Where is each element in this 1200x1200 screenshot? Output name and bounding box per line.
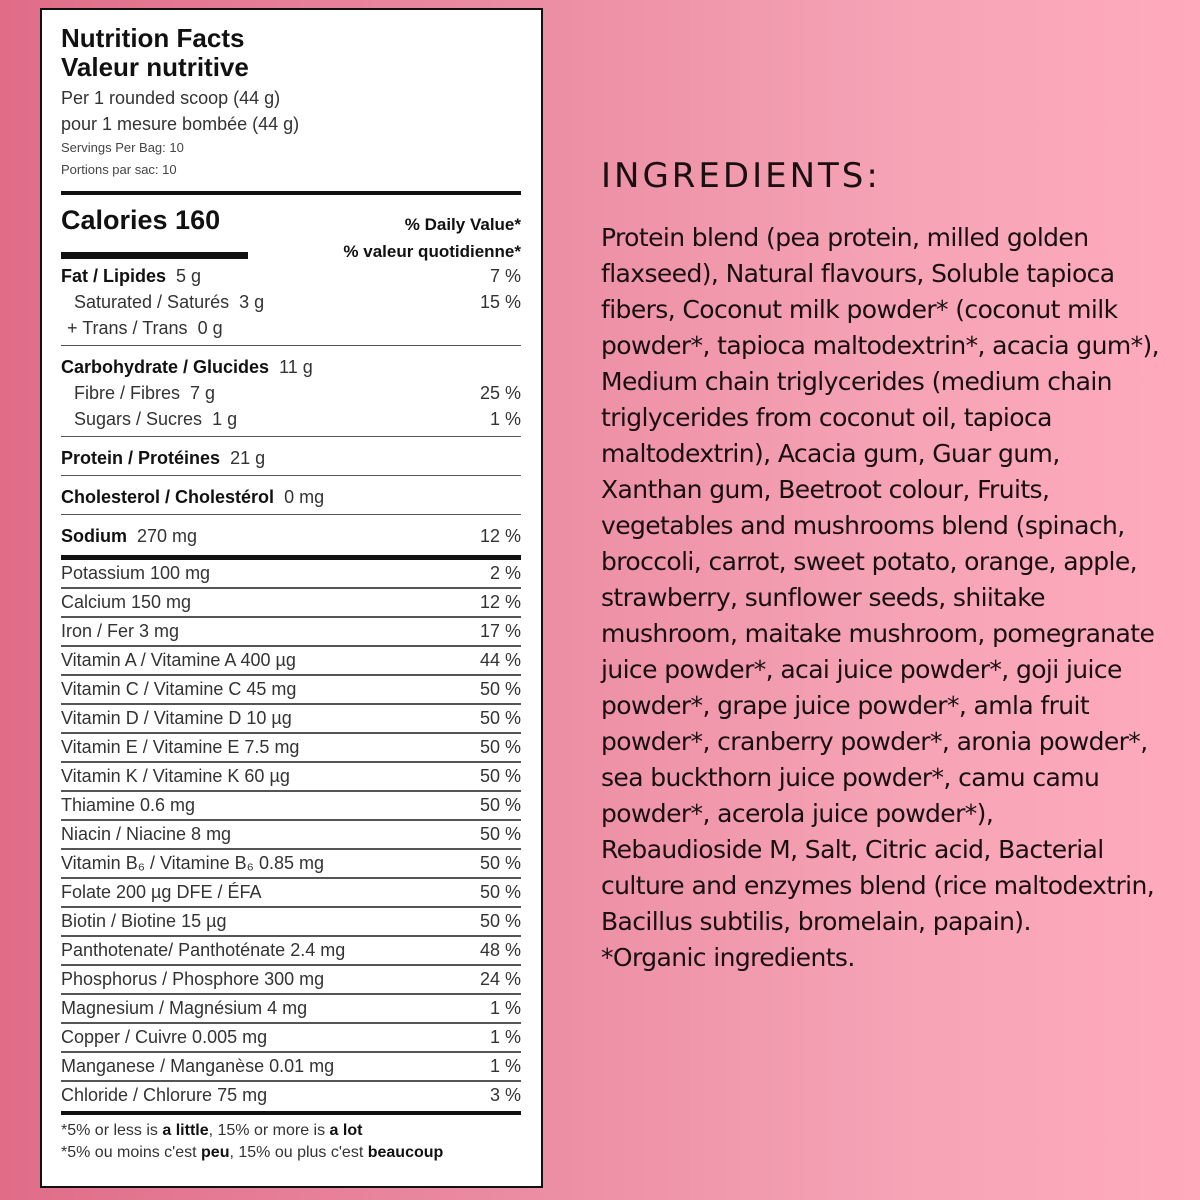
ingredients-section: [601, 152, 1161, 976]
serving-size-fr: pour 1 mesure bombée (44 g): [61, 114, 300, 134]
calories: Calories 160: [61, 205, 221, 235]
mineral-row: Vitamin D / Vitamine D 10 µg 50 %: [61, 705, 521, 734]
mineral-row: Vitamin B₆ / Vitamine B₆ 0.85 mg 50 %: [61, 850, 521, 879]
nutrient-row-trans: [61, 315, 521, 341]
nutrient-dv: 15 %: [479, 292, 521, 312]
footnote-fr: *5% ou moins c'est peu, 15% ou plus c'est beaucoup: [61, 1144, 444, 1161]
nutrient-name: + Trans / Trans: [67, 318, 188, 338]
nutrition-title-fr: Valeur nutritive: [61, 52, 249, 82]
mineral-row: Potassium 100 mg 2 %: [61, 560, 521, 589]
ingredients-text: Protein blend (pea protein, milled golden flaxseed), Natural flavours, Soluble tapioca fibers, Coconut milk powder* (coconut milk powder*, tapioca maltodextrin*, acacia gum*), Medium chain triglycerides (medium chain triglycerides from coconut oil, tapioca maltodextrin), Acacia gum, Guar gum, Xanthan gum, Beetroot colour, Fruits, vegetables and mushrooms blend (spinach, broccoli, carrot, sweet potato, orange, apple, strawberry, sunflower seeds, shiitake mushroom, maitake mushroom, pomegranate juice powder*, acai juice powder*, goji juice powder*, grape juice powder*, amla fruit powder*, cranberry powder*, aronia powder*, sea buckthorn juice powder*, camu camu powder*, acerola juice powder*), Rebaudioside M, Salt, Citric acid, Bacterial culture and enzymes blend (rice maltodextrin, Bacillus subtilis, bromelain, papain).: [601, 223, 1159, 936]
mineral-row: Vitamin K / Vitamine K 60 µg 50 %: [61, 763, 521, 792]
nutrient-amount: 270 mg: [137, 526, 198, 546]
servings-per-bag-fr: Portions par sac: 10: [61, 162, 177, 177]
mineral-row: Magnesium / Magnésium 4 mg 1 %: [61, 995, 521, 1024]
mineral-row: Iron / Fer 3 mg 17 %: [61, 618, 521, 647]
mineral-row: Copper / Cuivre 0.005 mg 1 %: [61, 1024, 521, 1053]
nutrient-dv: 1 %: [489, 409, 521, 429]
nutrient-amount: 11 g: [279, 357, 313, 377]
nutrient-dv: 7 %: [489, 266, 521, 286]
divider-thick: [61, 1111, 521, 1115]
nutrient-amount: 21 g: [230, 448, 266, 468]
nutrient-name: Protein / Protéines: [61, 448, 221, 468]
daily-value-fr: % valeur quotidienne*: [343, 242, 521, 261]
nutrition-facts-label: [40, 8, 543, 1188]
nutrient-row-carbohydrate: [61, 354, 521, 380]
nutrient-name: Cholesterol / Cholestérol: [61, 487, 275, 507]
serving-size-en: Per 1 rounded scoop (44 g): [61, 88, 281, 108]
nutrient-amount: 5 g: [176, 266, 202, 286]
mineral-row: Panthotenate/ Panthoténate 2.4 mg 48 %: [61, 937, 521, 966]
divider: [61, 514, 521, 515]
mineral-row: Vitamin E / Vitamine E 7.5 mg 50 %: [61, 734, 521, 763]
daily-value-header: [343, 211, 521, 265]
nutrient-row-fibre: [61, 380, 521, 406]
ingredients-title: INGREDIENTS:: [601, 156, 881, 196]
calories-bar: [61, 252, 248, 259]
mineral-row: Folate 200 µg DFE / ÉFA 50 %: [61, 879, 521, 908]
nutrient-amount: 0 mg: [284, 487, 325, 507]
nutrient-amount: 7 g: [190, 383, 216, 403]
mineral-row: Biotin / Biotine 15 µg 50 %: [61, 908, 521, 937]
mineral-row: Vitamin A / Vitamine A 400 µg 44 %: [61, 647, 521, 676]
nutrient-amount: 1 g: [212, 409, 238, 429]
nutrient-name: Fibre / Fibres: [74, 383, 181, 403]
mineral-row: Vitamin C / Vitamine C 45 mg 50 %: [61, 676, 521, 705]
nutrient-row-sugars: [61, 406, 521, 432]
nutrient-name: Fat / Lipides: [61, 266, 167, 286]
mineral-row: Manganese / Manganèse 0.01 mg 1 %: [61, 1053, 521, 1082]
daily-value-en: % Daily Value*: [404, 215, 521, 234]
nutrient-name: Sodium: [61, 526, 127, 546]
footnote: [61, 1120, 521, 1164]
nutrient-row-protein: [61, 445, 521, 471]
ingredients-list: [601, 220, 1161, 976]
nutrient-name: Sugars / Sucres: [74, 409, 203, 429]
divider: [61, 436, 521, 437]
organic-note: *Organic ingredients.: [601, 943, 855, 972]
nutrient-row-sodium: [61, 523, 521, 549]
nutrient-name: Saturated / Saturés: [74, 292, 230, 312]
mineral-row: Phosphorus / Phosphore 300 mg 24 %: [61, 966, 521, 995]
nutrient-amount: 0 g: [197, 318, 223, 338]
footnote-en: *5% or less is a little, 15% or more is a lot: [61, 1122, 363, 1139]
mineral-row: Niacin / Niacine 8 mg 50 %: [61, 821, 521, 850]
mineral-row: Thiamine 0.6 mg 50 %: [61, 792, 521, 821]
nutrition-title-en: Nutrition Facts: [61, 23, 245, 53]
nutrient-dv: 25 %: [479, 383, 521, 403]
nutrient-amount: 3 g: [239, 292, 265, 312]
vitamins-minerals-list: [61, 560, 521, 1109]
calories-block: [61, 195, 521, 263]
nutrient-row-saturated: [61, 289, 521, 315]
mineral-row: Calcium 150 mg 12 %: [61, 589, 521, 618]
divider: [61, 345, 521, 346]
nutrient-row-cholesterol: [61, 484, 521, 510]
servings-per-bag-en: Servings Per Bag: 10: [61, 140, 184, 155]
nutrient-row-fat: [61, 263, 521, 289]
divider: [61, 475, 521, 476]
nutrient-dv: 12 %: [479, 526, 521, 546]
mineral-row: Chloride / Chlorure 75 mg 3 %: [61, 1085, 521, 1105]
nutrient-name: Carbohydrate / Glucides: [61, 357, 270, 377]
